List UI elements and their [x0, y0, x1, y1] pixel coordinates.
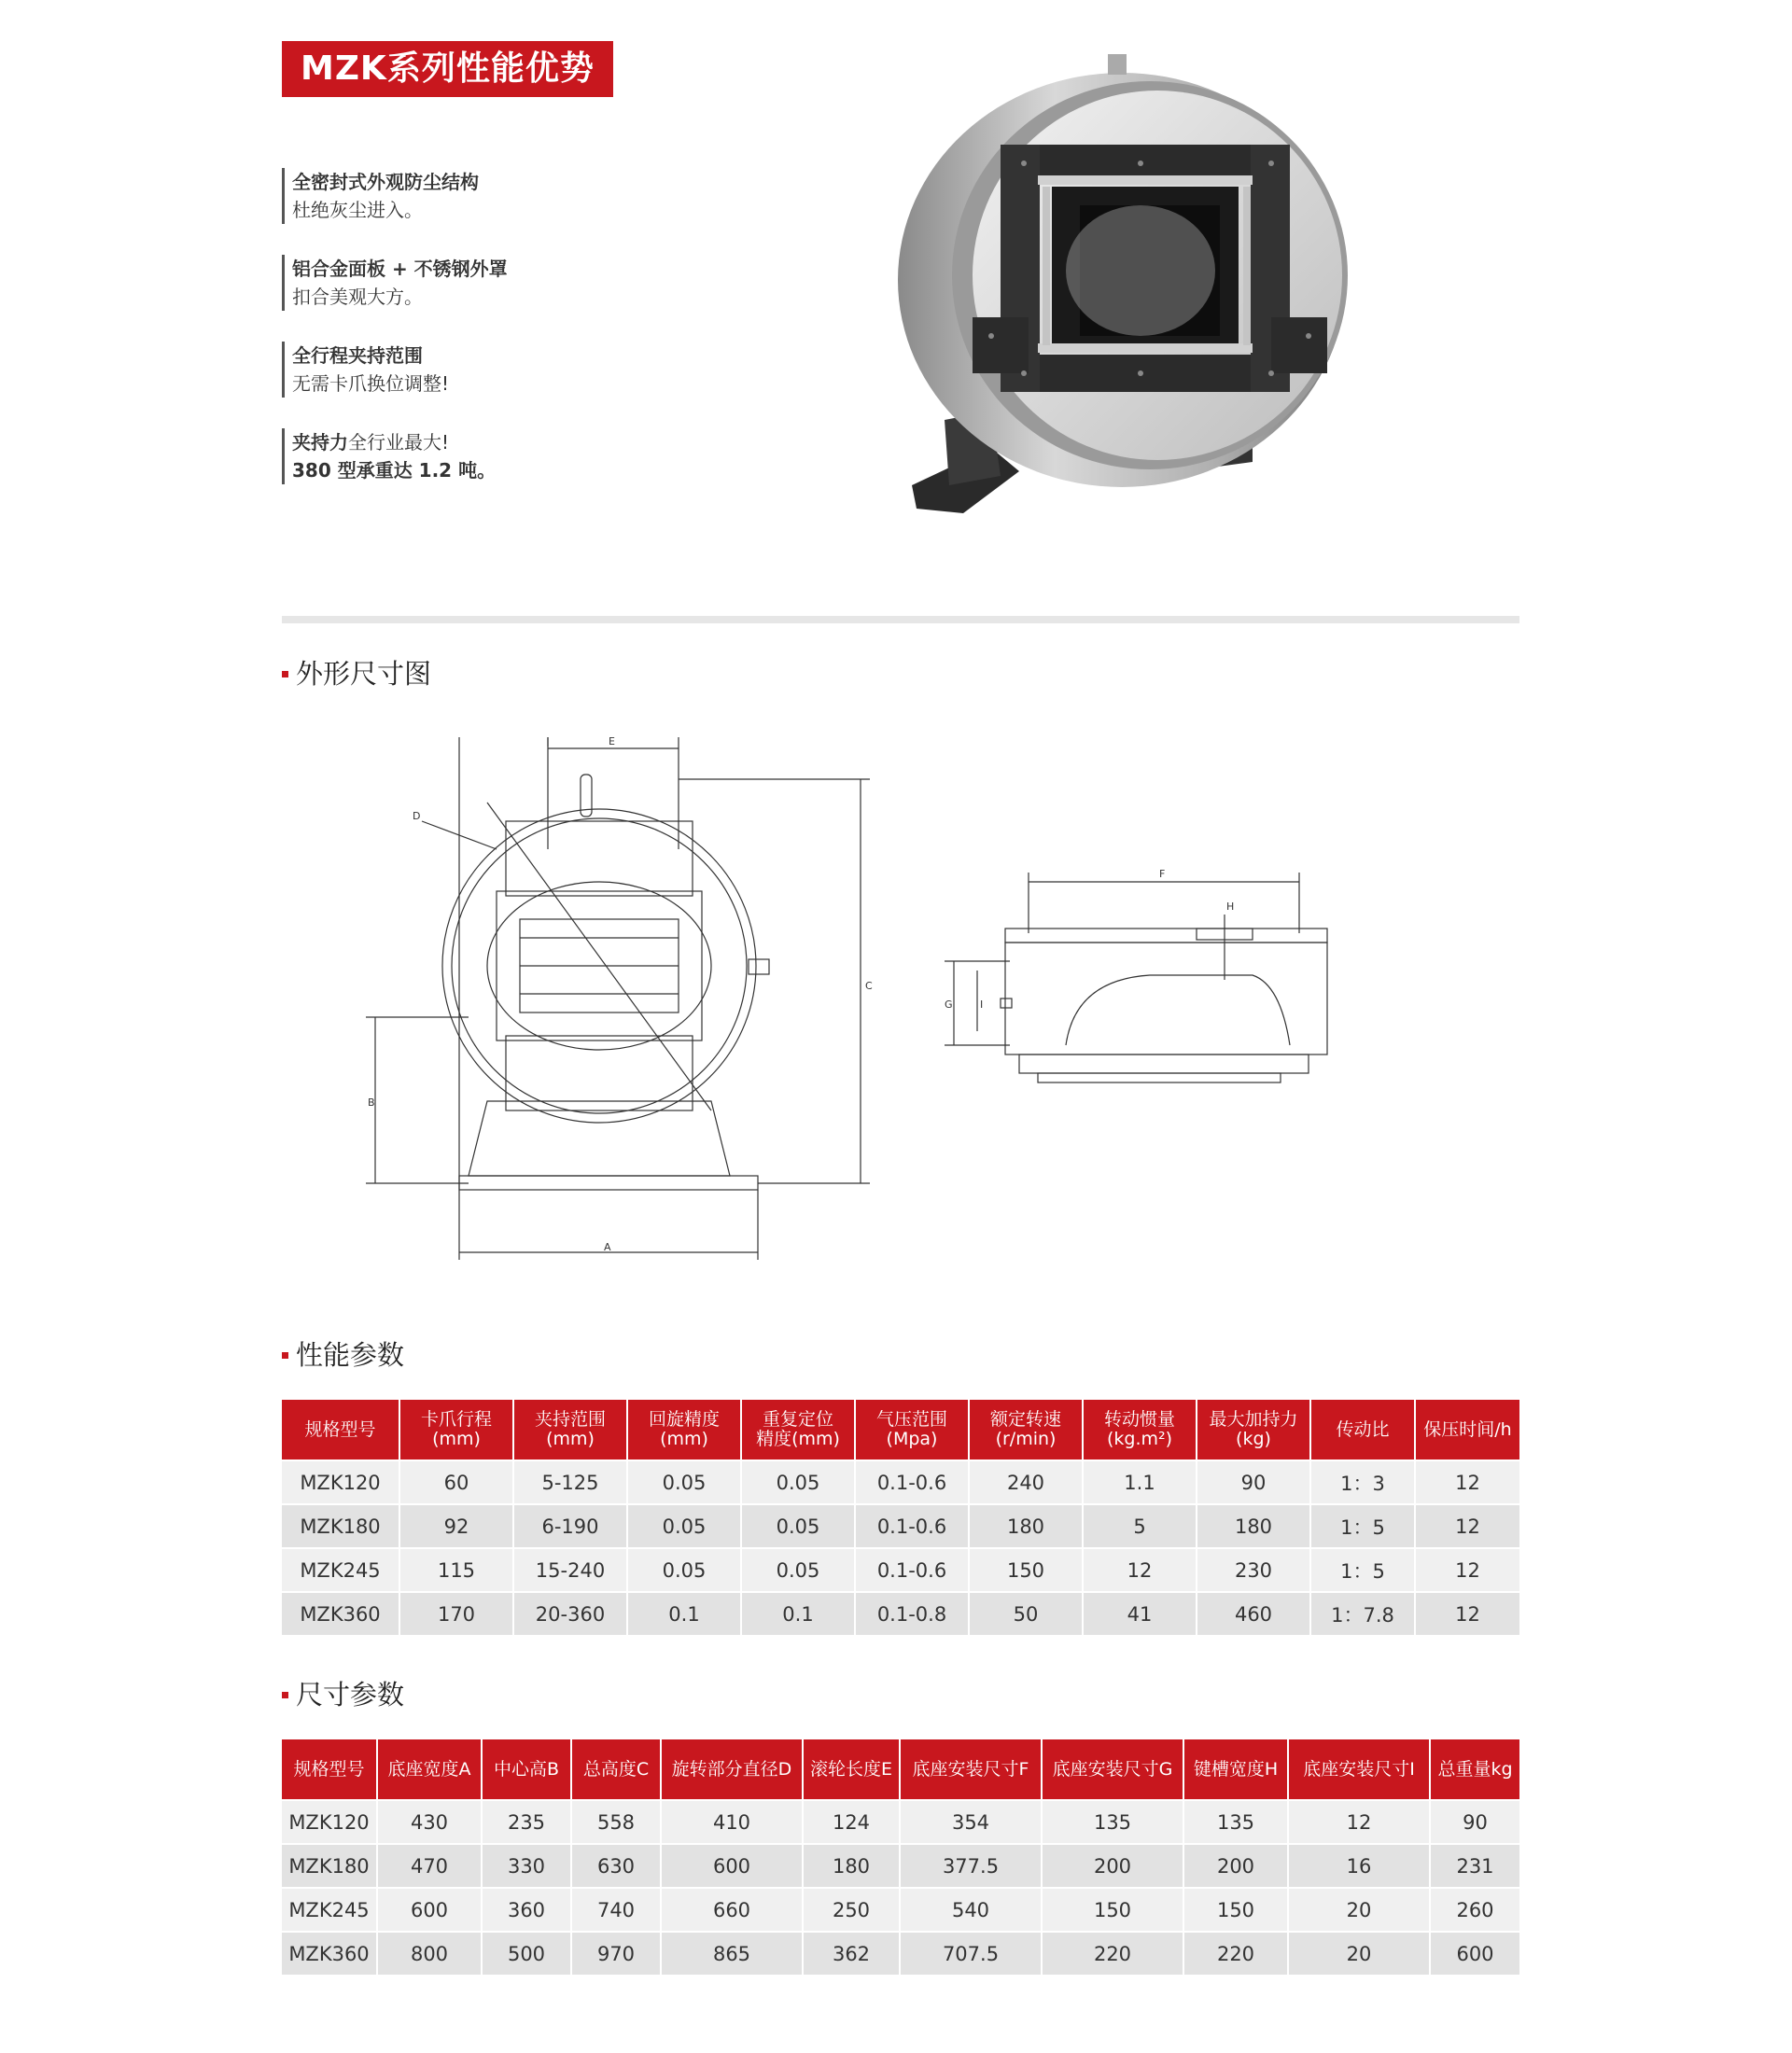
table-cell: MZK360	[282, 1592, 399, 1635]
table-cell: 354	[900, 1800, 1042, 1844]
column-header: 总高度C	[571, 1739, 661, 1800]
table-cell: 0.1	[627, 1592, 741, 1635]
table-cell: MZK120	[282, 1800, 377, 1844]
dim-label-b: B	[368, 1096, 375, 1109]
feature-item	[282, 428, 674, 484]
feature-desc: 380 型承重达 1.2 吨。	[292, 459, 497, 482]
outline-drawing	[357, 737, 1421, 1288]
table-cell: 90	[1430, 1800, 1519, 1844]
table-cell: 231	[1430, 1844, 1519, 1888]
column-header: 旋转部分直径D	[661, 1739, 803, 1800]
section-marker	[282, 1352, 288, 1359]
table-cell: 0.1-0.6	[855, 1460, 969, 1504]
side-view	[945, 873, 1327, 1082]
table-cell: 0.05	[627, 1504, 741, 1548]
table-cell: MZK120	[282, 1460, 399, 1504]
table-cell: 200	[1183, 1844, 1288, 1888]
column-header: 最大加持力 (kg)	[1197, 1400, 1310, 1460]
table-cell: 12	[1415, 1548, 1519, 1592]
table-row	[282, 1932, 1519, 1975]
table-cell: 240	[969, 1460, 1083, 1504]
table-cell: 1：5	[1310, 1504, 1415, 1548]
table-cell: 330	[482, 1844, 571, 1888]
feature-list	[282, 168, 674, 515]
table-cell: 800	[377, 1932, 482, 1975]
page-content	[282, 0, 1519, 2053]
table-cell: 135	[1183, 1800, 1288, 1844]
column-header: 规格型号	[282, 1739, 377, 1800]
table-cell: 250	[803, 1888, 900, 1932]
table-cell: 0.05	[627, 1460, 741, 1504]
section-title-outline: 外形尺寸图	[282, 655, 431, 692]
table-cell: MZK245	[282, 1888, 377, 1932]
table-cell: 150	[1042, 1888, 1183, 1932]
table-cell: 362	[803, 1932, 900, 1975]
feature-heading: 铝合金面板 + 不锈钢外罩	[292, 258, 508, 280]
column-header: 滚轮长度E	[803, 1739, 900, 1800]
table-header-row	[282, 1739, 1519, 1800]
section-title-performance: 性能参数	[282, 1336, 404, 1374]
table-cell: 470	[377, 1844, 482, 1888]
table-cell: 5	[1083, 1504, 1197, 1548]
table-cell: 230	[1197, 1548, 1310, 1592]
dim-label-g: G	[945, 999, 953, 1011]
front-view	[366, 737, 870, 1260]
table-cell: 6-190	[513, 1504, 627, 1548]
dim-label-i: I	[980, 999, 984, 1011]
table-cell: 660	[661, 1888, 803, 1932]
column-header: 保压时间/h	[1415, 1400, 1519, 1460]
dim-label-f: F	[1159, 868, 1166, 880]
table-row	[282, 1504, 1519, 1548]
table-cell: MZK180	[282, 1844, 377, 1888]
table-cell: 12	[1288, 1800, 1430, 1844]
table-cell: 600	[1430, 1932, 1519, 1975]
table-cell: 170	[399, 1592, 513, 1635]
table-cell: 90	[1197, 1460, 1310, 1504]
section-marker	[282, 1692, 288, 1698]
feature-heading-bold: 夹持力	[292, 431, 348, 454]
table-cell: 540	[900, 1888, 1042, 1932]
table-cell: 115	[399, 1548, 513, 1592]
table-cell: 1.1	[1083, 1460, 1197, 1504]
table-cell: 5-125	[513, 1460, 627, 1504]
table-cell: 600	[377, 1888, 482, 1932]
table-cell: 970	[571, 1932, 661, 1975]
table-cell: 740	[571, 1888, 661, 1932]
table-cell: 12	[1415, 1460, 1519, 1504]
table-cell: 41	[1083, 1592, 1197, 1635]
table-cell: 12	[1415, 1504, 1519, 1548]
dim-label-d: D	[413, 810, 421, 822]
column-header: 键槽宽度H	[1183, 1739, 1288, 1800]
table-cell: 150	[969, 1548, 1083, 1592]
table-cell: 558	[571, 1800, 661, 1844]
table-row	[282, 1460, 1519, 1504]
table-cell: 0.1	[741, 1592, 855, 1635]
table-cell: 50	[969, 1592, 1083, 1635]
table-cell: 20	[1288, 1888, 1430, 1932]
feature-item	[282, 255, 674, 311]
section-title-dimensions: 尺寸参数	[282, 1676, 404, 1713]
dimension-table-body	[282, 1800, 1519, 1975]
section-marker	[282, 671, 288, 677]
table-row	[282, 1800, 1519, 1844]
column-header: 重复定位 精度(mm)	[741, 1400, 855, 1460]
feature-heading	[292, 428, 674, 456]
table-cell: 630	[571, 1844, 661, 1888]
table-cell: MZK245	[282, 1548, 399, 1592]
performance-table-body	[282, 1460, 1519, 1635]
feature-desc: 杜绝灰尘进入。	[292, 199, 423, 221]
table-cell: 1：3	[1310, 1460, 1415, 1504]
column-header: 规格型号	[282, 1400, 399, 1460]
table-cell: 180	[1197, 1504, 1310, 1548]
table-cell: 377.5	[900, 1844, 1042, 1888]
performance-table	[282, 1400, 1519, 1635]
table-cell: 12	[1415, 1592, 1519, 1635]
dimension-table	[282, 1739, 1519, 1975]
feature-desc: 无需卡爪换位调整!	[292, 372, 450, 395]
feature-item	[282, 342, 674, 398]
table-row	[282, 1844, 1519, 1888]
table-cell: 410	[661, 1800, 803, 1844]
page-title: MZK系列性能优势	[282, 41, 613, 97]
table-cell: 12	[1083, 1548, 1197, 1592]
table-cell: 150	[1183, 1888, 1288, 1932]
table-cell: MZK360	[282, 1932, 377, 1975]
table-cell: 92	[399, 1504, 513, 1548]
section-divider	[282, 616, 1519, 623]
table-cell: 220	[1183, 1932, 1288, 1975]
dim-label-e: E	[609, 737, 615, 747]
column-header: 底座宽度A	[377, 1739, 482, 1800]
table-cell: 460	[1197, 1592, 1310, 1635]
feature-desc: 扣合美观大方。	[292, 286, 423, 308]
feature-item	[282, 168, 674, 224]
column-header: 中心高B	[482, 1739, 571, 1800]
table-row	[282, 1592, 1519, 1635]
table-cell: 600	[661, 1844, 803, 1888]
feature-heading: 全行程夹持范围	[292, 344, 423, 367]
column-header: 额定转速 (r/min)	[969, 1400, 1083, 1460]
column-header: 底座安装尺寸I	[1288, 1739, 1430, 1800]
feature-heading: 全密封式外观防尘结构	[292, 171, 479, 193]
table-cell: 0.05	[627, 1548, 741, 1592]
table-cell: 0.1-0.6	[855, 1504, 969, 1548]
column-header: 回旋精度 (mm)	[627, 1400, 741, 1460]
table-cell: 180	[969, 1504, 1083, 1548]
table-cell: 15-240	[513, 1548, 627, 1592]
table-cell: 200	[1042, 1844, 1183, 1888]
table-cell: 124	[803, 1800, 900, 1844]
table-cell: 360	[482, 1888, 571, 1932]
dim-label-h: H	[1226, 901, 1235, 913]
table-cell: 20	[1288, 1932, 1430, 1975]
table-cell: 1：5	[1310, 1548, 1415, 1592]
table-cell: 220	[1042, 1932, 1183, 1975]
dim-label-a: A	[604, 1241, 611, 1253]
table-cell: 0.1-0.6	[855, 1548, 969, 1592]
feature-heading-rest: 全行业最大!	[348, 431, 450, 454]
table-cell: 20-360	[513, 1592, 627, 1635]
column-header: 底座安装尺寸G	[1042, 1739, 1183, 1800]
dim-label-c: C	[865, 980, 873, 992]
column-header: 夹持范围 (mm)	[513, 1400, 627, 1460]
table-header-row	[282, 1400, 1519, 1460]
table-cell: 180	[803, 1844, 900, 1888]
table-cell: 0.1-0.8	[855, 1592, 969, 1635]
column-header: 转动惯量 (kg.m²)	[1083, 1400, 1197, 1460]
table-cell: 60	[399, 1460, 513, 1504]
table-cell: 500	[482, 1932, 571, 1975]
product-image	[861, 47, 1421, 551]
table-cell: 135	[1042, 1800, 1183, 1844]
column-header: 总重量kg	[1430, 1739, 1519, 1800]
table-cell: 16	[1288, 1844, 1430, 1888]
column-header: 卡爪行程 (mm)	[399, 1400, 513, 1460]
table-cell: 1：7.8	[1310, 1592, 1415, 1635]
table-cell: 0.05	[741, 1504, 855, 1548]
table-row	[282, 1888, 1519, 1932]
table-cell: 430	[377, 1800, 482, 1844]
table-row	[282, 1548, 1519, 1592]
table-cell: 235	[482, 1800, 571, 1844]
column-header: 气压范围 (Mpa)	[855, 1400, 969, 1460]
column-header: 传动比	[1310, 1400, 1415, 1460]
table-cell: 0.05	[741, 1460, 855, 1504]
table-cell: 260	[1430, 1888, 1519, 1932]
table-cell: 707.5	[900, 1932, 1042, 1975]
table-cell: MZK180	[282, 1504, 399, 1548]
column-header: 底座安装尺寸F	[900, 1739, 1042, 1800]
table-cell: 0.05	[741, 1548, 855, 1592]
table-cell: 865	[661, 1932, 803, 1975]
